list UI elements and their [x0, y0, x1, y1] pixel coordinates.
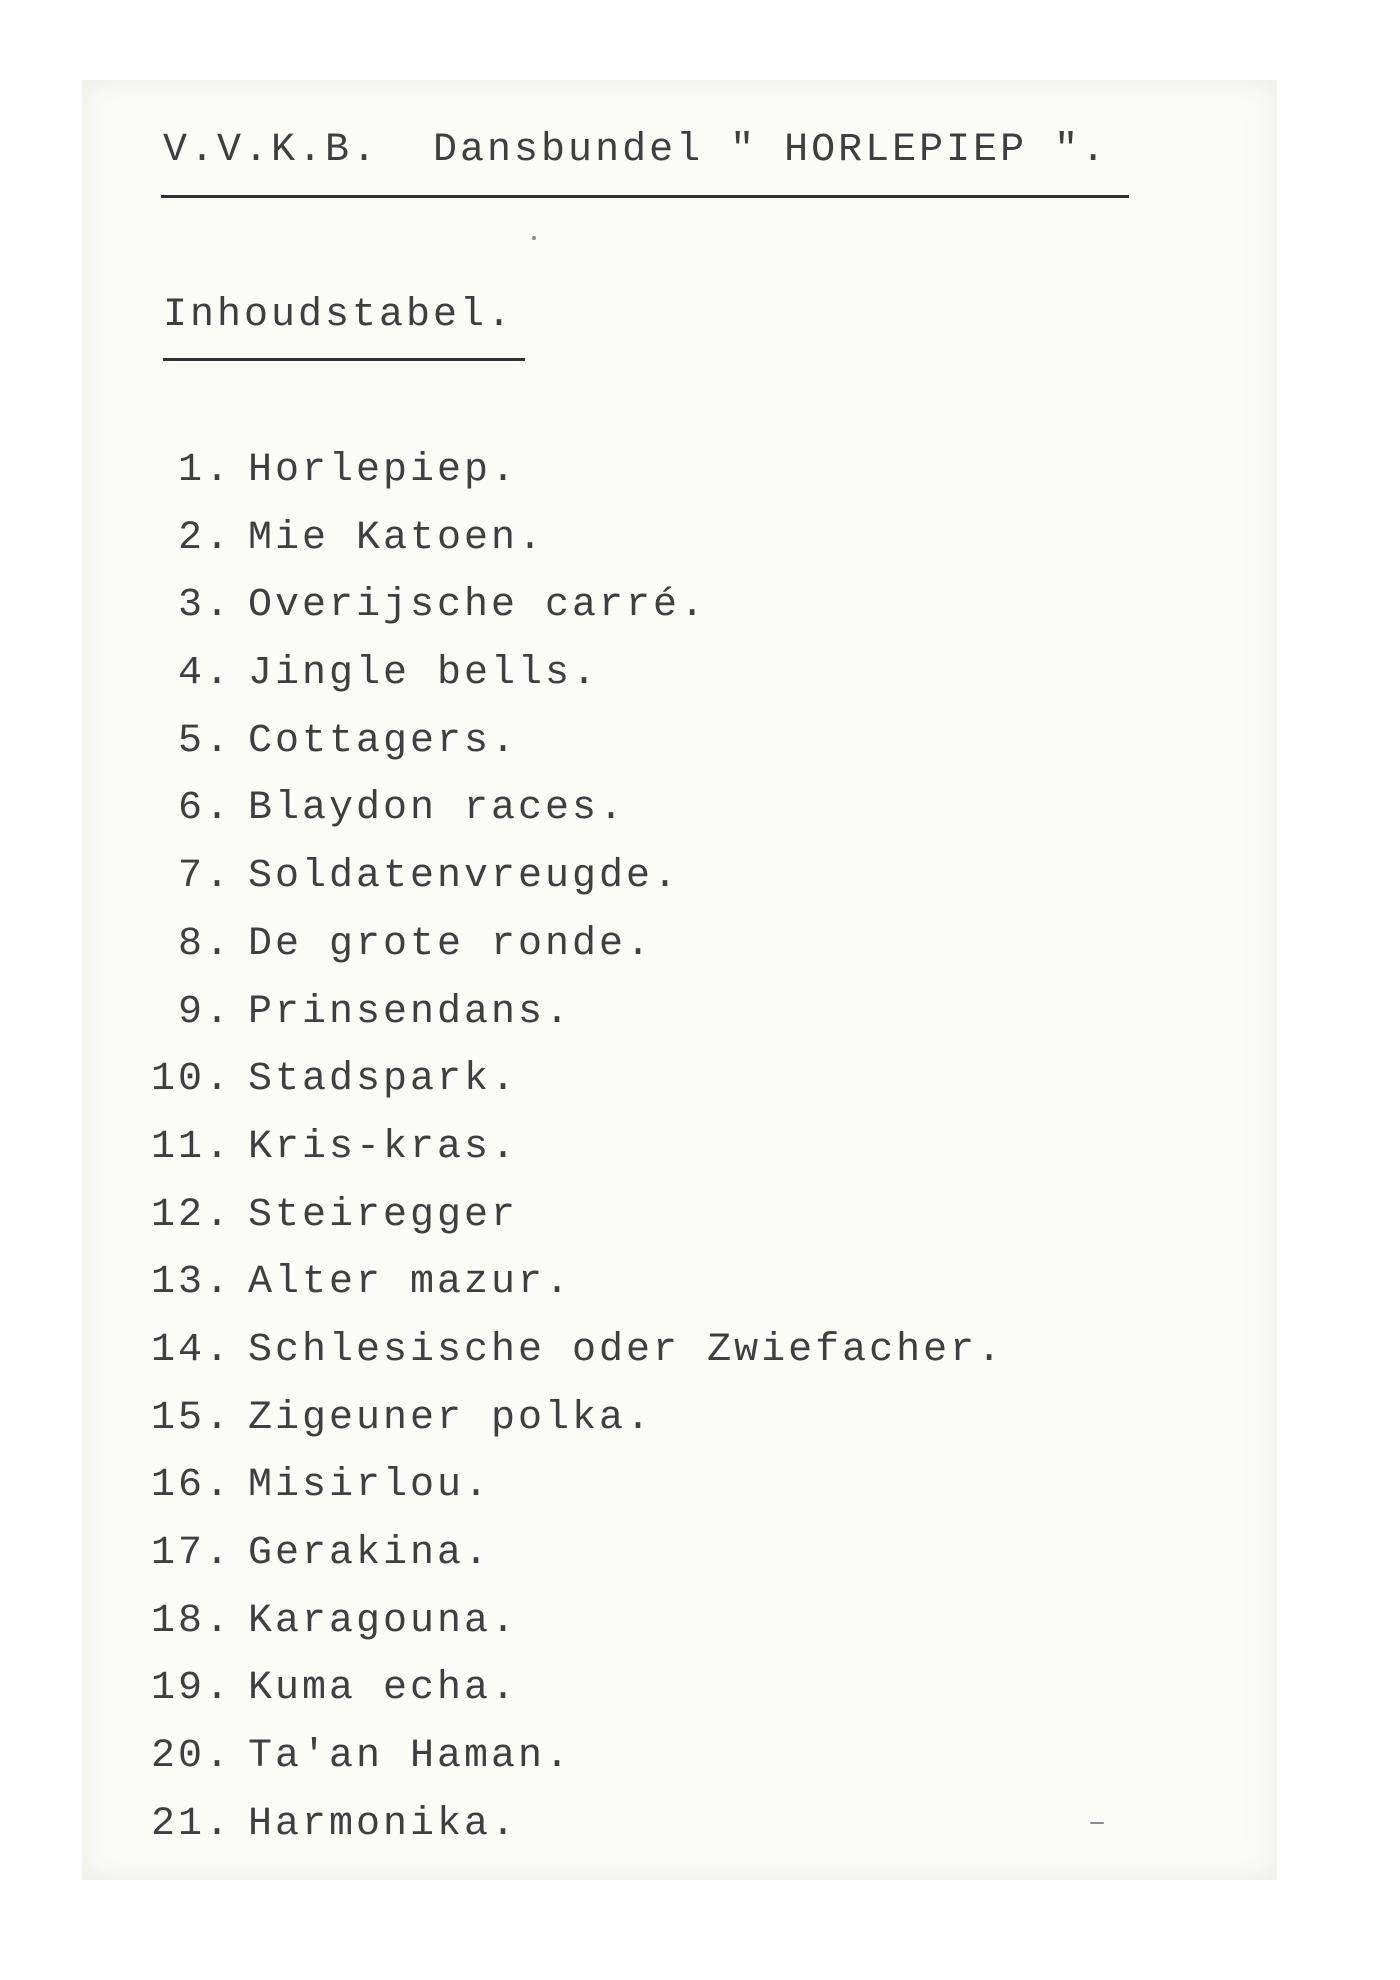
toc-item-title: Steiregger	[248, 1192, 519, 1238]
toc-item-title: Mie Katoen.	[248, 515, 546, 561]
toc-item-title: Jingle bells.	[248, 651, 600, 697]
toc-item-title: Overijsche carré.	[248, 583, 708, 629]
toc-heading: Inhoudstabel.	[163, 293, 515, 338]
toc-item-number: 2.	[177, 515, 232, 561]
toc-item-number: 11.	[150, 1124, 232, 1170]
toc-item-number: 5.	[177, 718, 232, 764]
paper-speck	[1090, 1822, 1104, 1824]
toc-item-number: 17.	[150, 1531, 232, 1576]
toc-item-title: Harmonika.	[248, 1801, 519, 1847]
toc-item-title: Cottagers.	[248, 718, 519, 764]
toc-item-title: Soldatenvreugde.	[248, 854, 681, 900]
toc-item-title: Zigeuner polka.	[248, 1395, 654, 1441]
toc-item-number: 8.	[177, 921, 232, 967]
heading-underline	[163, 358, 525, 361]
toc-item-title: Karagouna.	[248, 1598, 519, 1644]
paper-speck	[532, 236, 536, 240]
toc-item-number: 6.	[177, 786, 232, 832]
toc-item-title: Prinsendans.	[248, 989, 573, 1035]
toc-item-title: Schlesische oder Zwiefacher.	[248, 1327, 1005, 1373]
toc-item-title: Gerakina.	[248, 1531, 492, 1576]
document-title: V.V.K.B. Dansbundel " HORLEPIEP ".	[163, 128, 1109, 173]
toc-item-title: Misirlou.	[248, 1463, 492, 1509]
toc-item-title: De grote ronde.	[248, 921, 654, 967]
toc-item-number: 14.	[150, 1327, 232, 1373]
toc-item-number: 19.	[150, 1666, 232, 1712]
toc-item-number: 12.	[150, 1192, 232, 1238]
toc-item-title: Kuma echa.	[248, 1666, 519, 1712]
toc-item-number: 7.	[177, 854, 232, 900]
toc-item-number: 15.	[150, 1395, 232, 1441]
toc-item-title: Ta'an Haman.	[248, 1734, 573, 1780]
toc-item-number: 16.	[150, 1463, 232, 1509]
toc-item-number: 20.	[150, 1734, 232, 1780]
toc-item-number: 13.	[150, 1260, 232, 1306]
toc-item-title: Stadspark.	[248, 1057, 519, 1103]
toc-item-number: 21.	[150, 1801, 232, 1847]
title-underline	[161, 195, 1129, 198]
toc-item-number: 9.	[177, 989, 232, 1035]
toc-item-number: 4.	[177, 651, 232, 697]
toc-item-title: Blaydon races.	[248, 786, 627, 832]
toc-item-title: Horlepiep.	[248, 448, 519, 493]
toc-item-number: 10.	[150, 1057, 232, 1103]
toc-item-number: 1.	[177, 448, 232, 493]
toc-item-number: 3.	[177, 583, 232, 629]
toc-item-title: Kris-kras.	[248, 1124, 519, 1170]
toc-item-number: 18.	[150, 1598, 232, 1644]
toc-item-title: Alter mazur.	[248, 1260, 573, 1306]
